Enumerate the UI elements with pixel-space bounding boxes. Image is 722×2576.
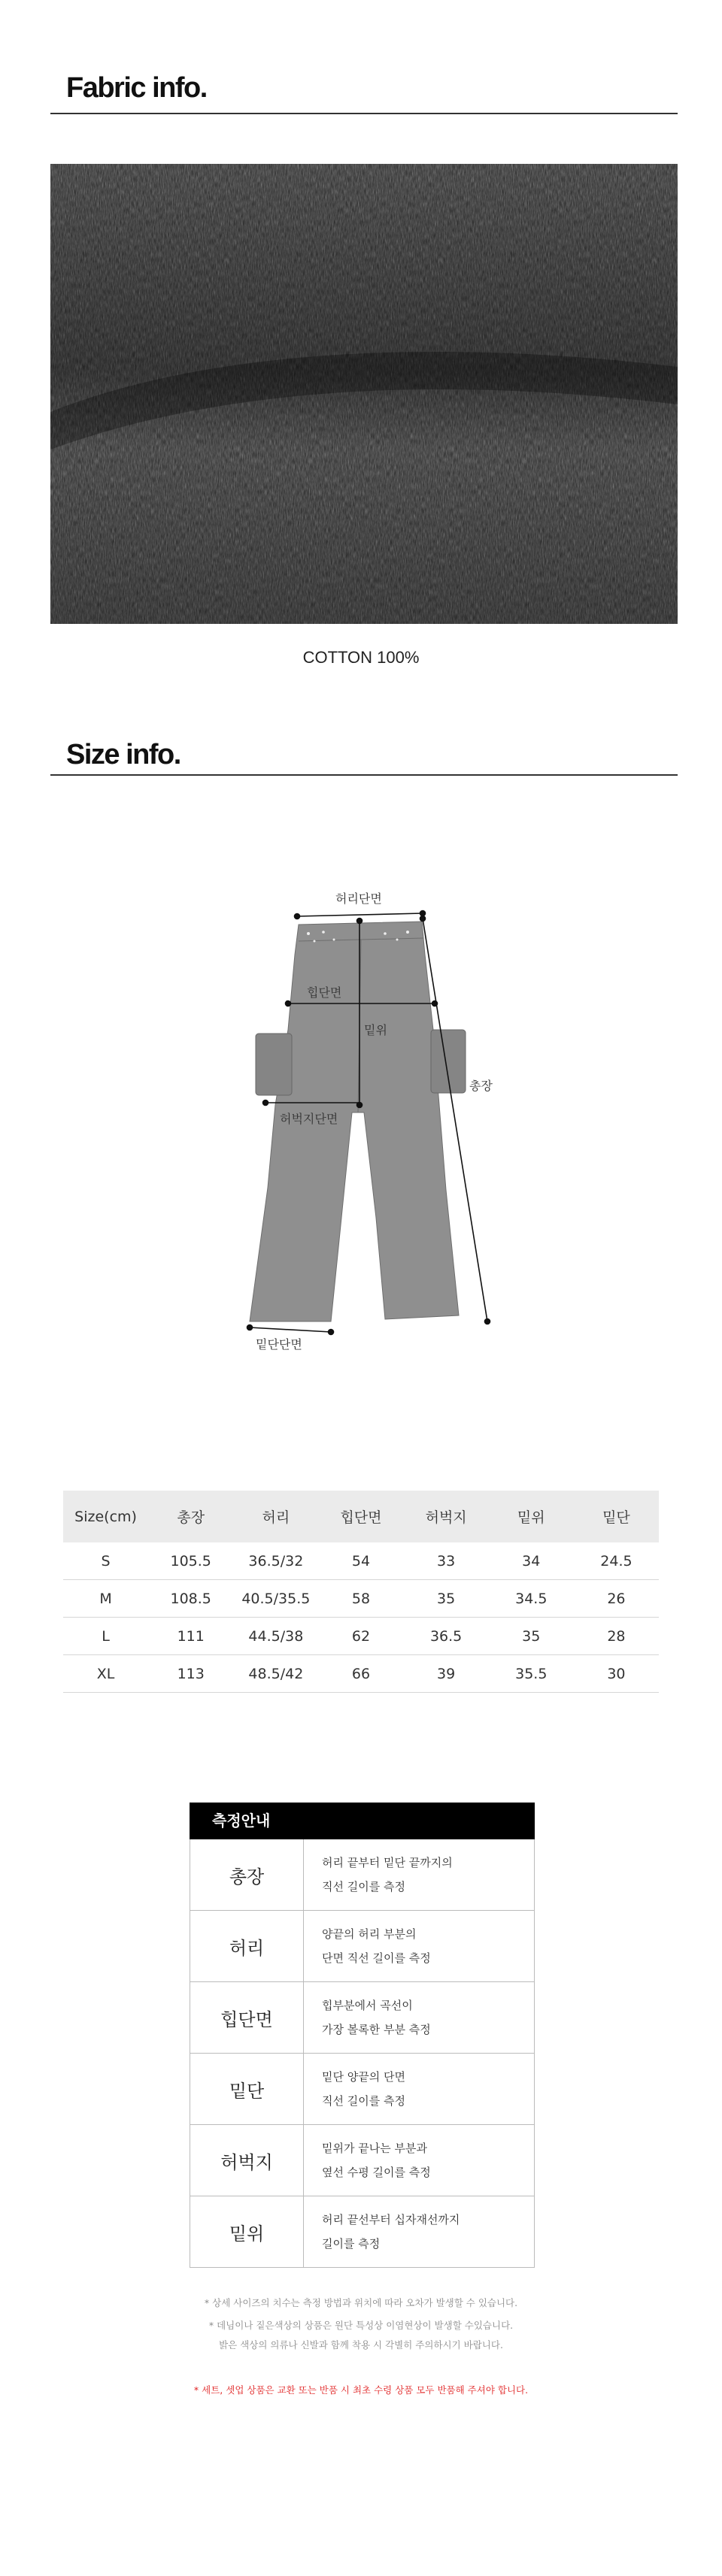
cell-waist: 44.5/38 [233, 1618, 318, 1655]
guide-row-total-length [190, 1839, 535, 1911]
header-rise: 밑위 [489, 1491, 574, 1542]
guide-term: 허벅지 [190, 2125, 304, 2196]
diagram-label-hem: 밑단단면 [256, 1337, 302, 1352]
pants-measurement-diagram [211, 887, 511, 1368]
notice-block [0, 2292, 722, 2402]
guide-row-waist [190, 1911, 535, 1982]
guide-term: 힙단면 [190, 1982, 304, 2053]
cell-size: S [63, 1542, 148, 1580]
guide-row-thigh [190, 2125, 535, 2196]
cell-size: L [63, 1618, 148, 1655]
notice-measurement-variance: * 상세 사이즈의 치수는 측정 방법과 위치에 따라 오차가 발생할 수 있습니다. [204, 2297, 518, 2308]
fabric-composition: COTTON 100% [302, 648, 420, 667]
cell-rise: 34.5 [489, 1580, 574, 1618]
left-cargo-pocket [256, 1034, 292, 1095]
guide-row-hip [190, 1982, 535, 2054]
cell-hip: 66 [318, 1655, 403, 1693]
cell-thigh: 33 [404, 1542, 489, 1580]
cell-hem: 24.5 [574, 1542, 659, 1580]
size-info-title: Size info. [66, 739, 180, 770]
diagram-label-thigh: 허벅지단면 [280, 1112, 338, 1126]
guide-term: 총장 [190, 1839, 304, 1910]
guide-term: 밑위 [190, 2196, 304, 2267]
cell-hem: 30 [574, 1655, 659, 1693]
size-title-divider [50, 774, 678, 776]
notice-set-return-warning: * 세트, 셋업 상품은 교환 또는 반품 시 최초 수령 상품 모두 반품해 주셔야 합니다. [193, 2384, 529, 2396]
measurement-guide-title: 측정안내 [190, 1803, 535, 1839]
cell-thigh: 36.5 [404, 1618, 489, 1655]
size-table [63, 1491, 659, 1693]
measurement-guide [190, 1803, 535, 2268]
guide-description: 허리 끝선부터 십자재선까지 길이를 측정 [322, 2213, 460, 2251]
cell-hip: 62 [318, 1618, 403, 1655]
cell-rise: 35 [489, 1618, 574, 1655]
cell-total-length: 113 [148, 1655, 233, 1693]
diagram-label-rise: 밑위 [364, 1023, 387, 1037]
guide-row-hem [190, 2054, 535, 2125]
cell-size: M [63, 1580, 148, 1618]
guide-term: 허리 [190, 1911, 304, 1981]
header-total-length: 총장 [148, 1491, 233, 1542]
cell-waist: 48.5/42 [233, 1655, 318, 1693]
guide-description: 밑위가 끝나는 부분과 옆선 수평 길이를 측정 [322, 2142, 431, 2179]
cell-rise: 34 [489, 1542, 574, 1580]
diagram-label-waist: 허리단면 [335, 891, 382, 906]
right-cargo-pocket [431, 1030, 466, 1093]
notice-dye-transfer: * 데님이나 짙은색상의 상품은 원단 특성상 이염현상이 발생할 수있습니다. [208, 2320, 514, 2331]
fabric-title-divider [50, 113, 678, 114]
diagram-label-length: 총장 [469, 1079, 493, 1093]
header-hem: 밑단 [574, 1491, 659, 1542]
header-waist: 허리 [233, 1491, 318, 1542]
guide-description: 양끝의 허리 부분의 단면 직선 길이를 측정 [322, 1927, 431, 1965]
table-row [63, 1618, 659, 1655]
size-table-header-row [63, 1491, 659, 1542]
table-row [63, 1542, 659, 1580]
cell-hem: 28 [574, 1618, 659, 1655]
guide-term: 밑단 [190, 2054, 304, 2124]
table-row [63, 1655, 659, 1693]
header-hip: 힙단면 [318, 1491, 403, 1542]
cell-total-length: 111 [148, 1618, 233, 1655]
table-row [63, 1580, 659, 1618]
notice-dye-caution: 밝은 색상의 의류나 신발과 함께 착용 시 각별히 주의하시기 바랍니다. [219, 2339, 503, 2350]
guide-description: 허리 끝부터 밑단 끝까지의 직선 길이를 측정 [322, 1856, 453, 1893]
guide-row-rise [190, 2196, 535, 2268]
fabric-swatch-image [50, 164, 678, 624]
guide-description: 밑단 양끝의 단면 직선 길이를 측정 [322, 2070, 405, 2108]
cell-thigh: 39 [404, 1655, 489, 1693]
cell-rise: 35.5 [489, 1655, 574, 1693]
header-size: Size(cm) [63, 1491, 148, 1542]
cell-waist: 40.5/35.5 [233, 1580, 318, 1618]
cell-total-length: 105.5 [148, 1542, 233, 1580]
fabric-info-title: Fabric info. [66, 72, 207, 104]
diagram-label-hip: 힙단면 [307, 985, 342, 1000]
header-thigh: 허벅지 [404, 1491, 489, 1542]
cell-hip: 54 [318, 1542, 403, 1580]
cell-total-length: 108.5 [148, 1580, 233, 1618]
cell-hem: 26 [574, 1580, 659, 1618]
guide-description: 힙부분에서 곡선이 가장 볼록한 부분 측정 [322, 1999, 431, 2036]
cell-size: XL [63, 1655, 148, 1693]
cell-waist: 36.5/32 [233, 1542, 318, 1580]
cell-hip: 58 [318, 1580, 403, 1618]
cell-thigh: 35 [404, 1580, 489, 1618]
